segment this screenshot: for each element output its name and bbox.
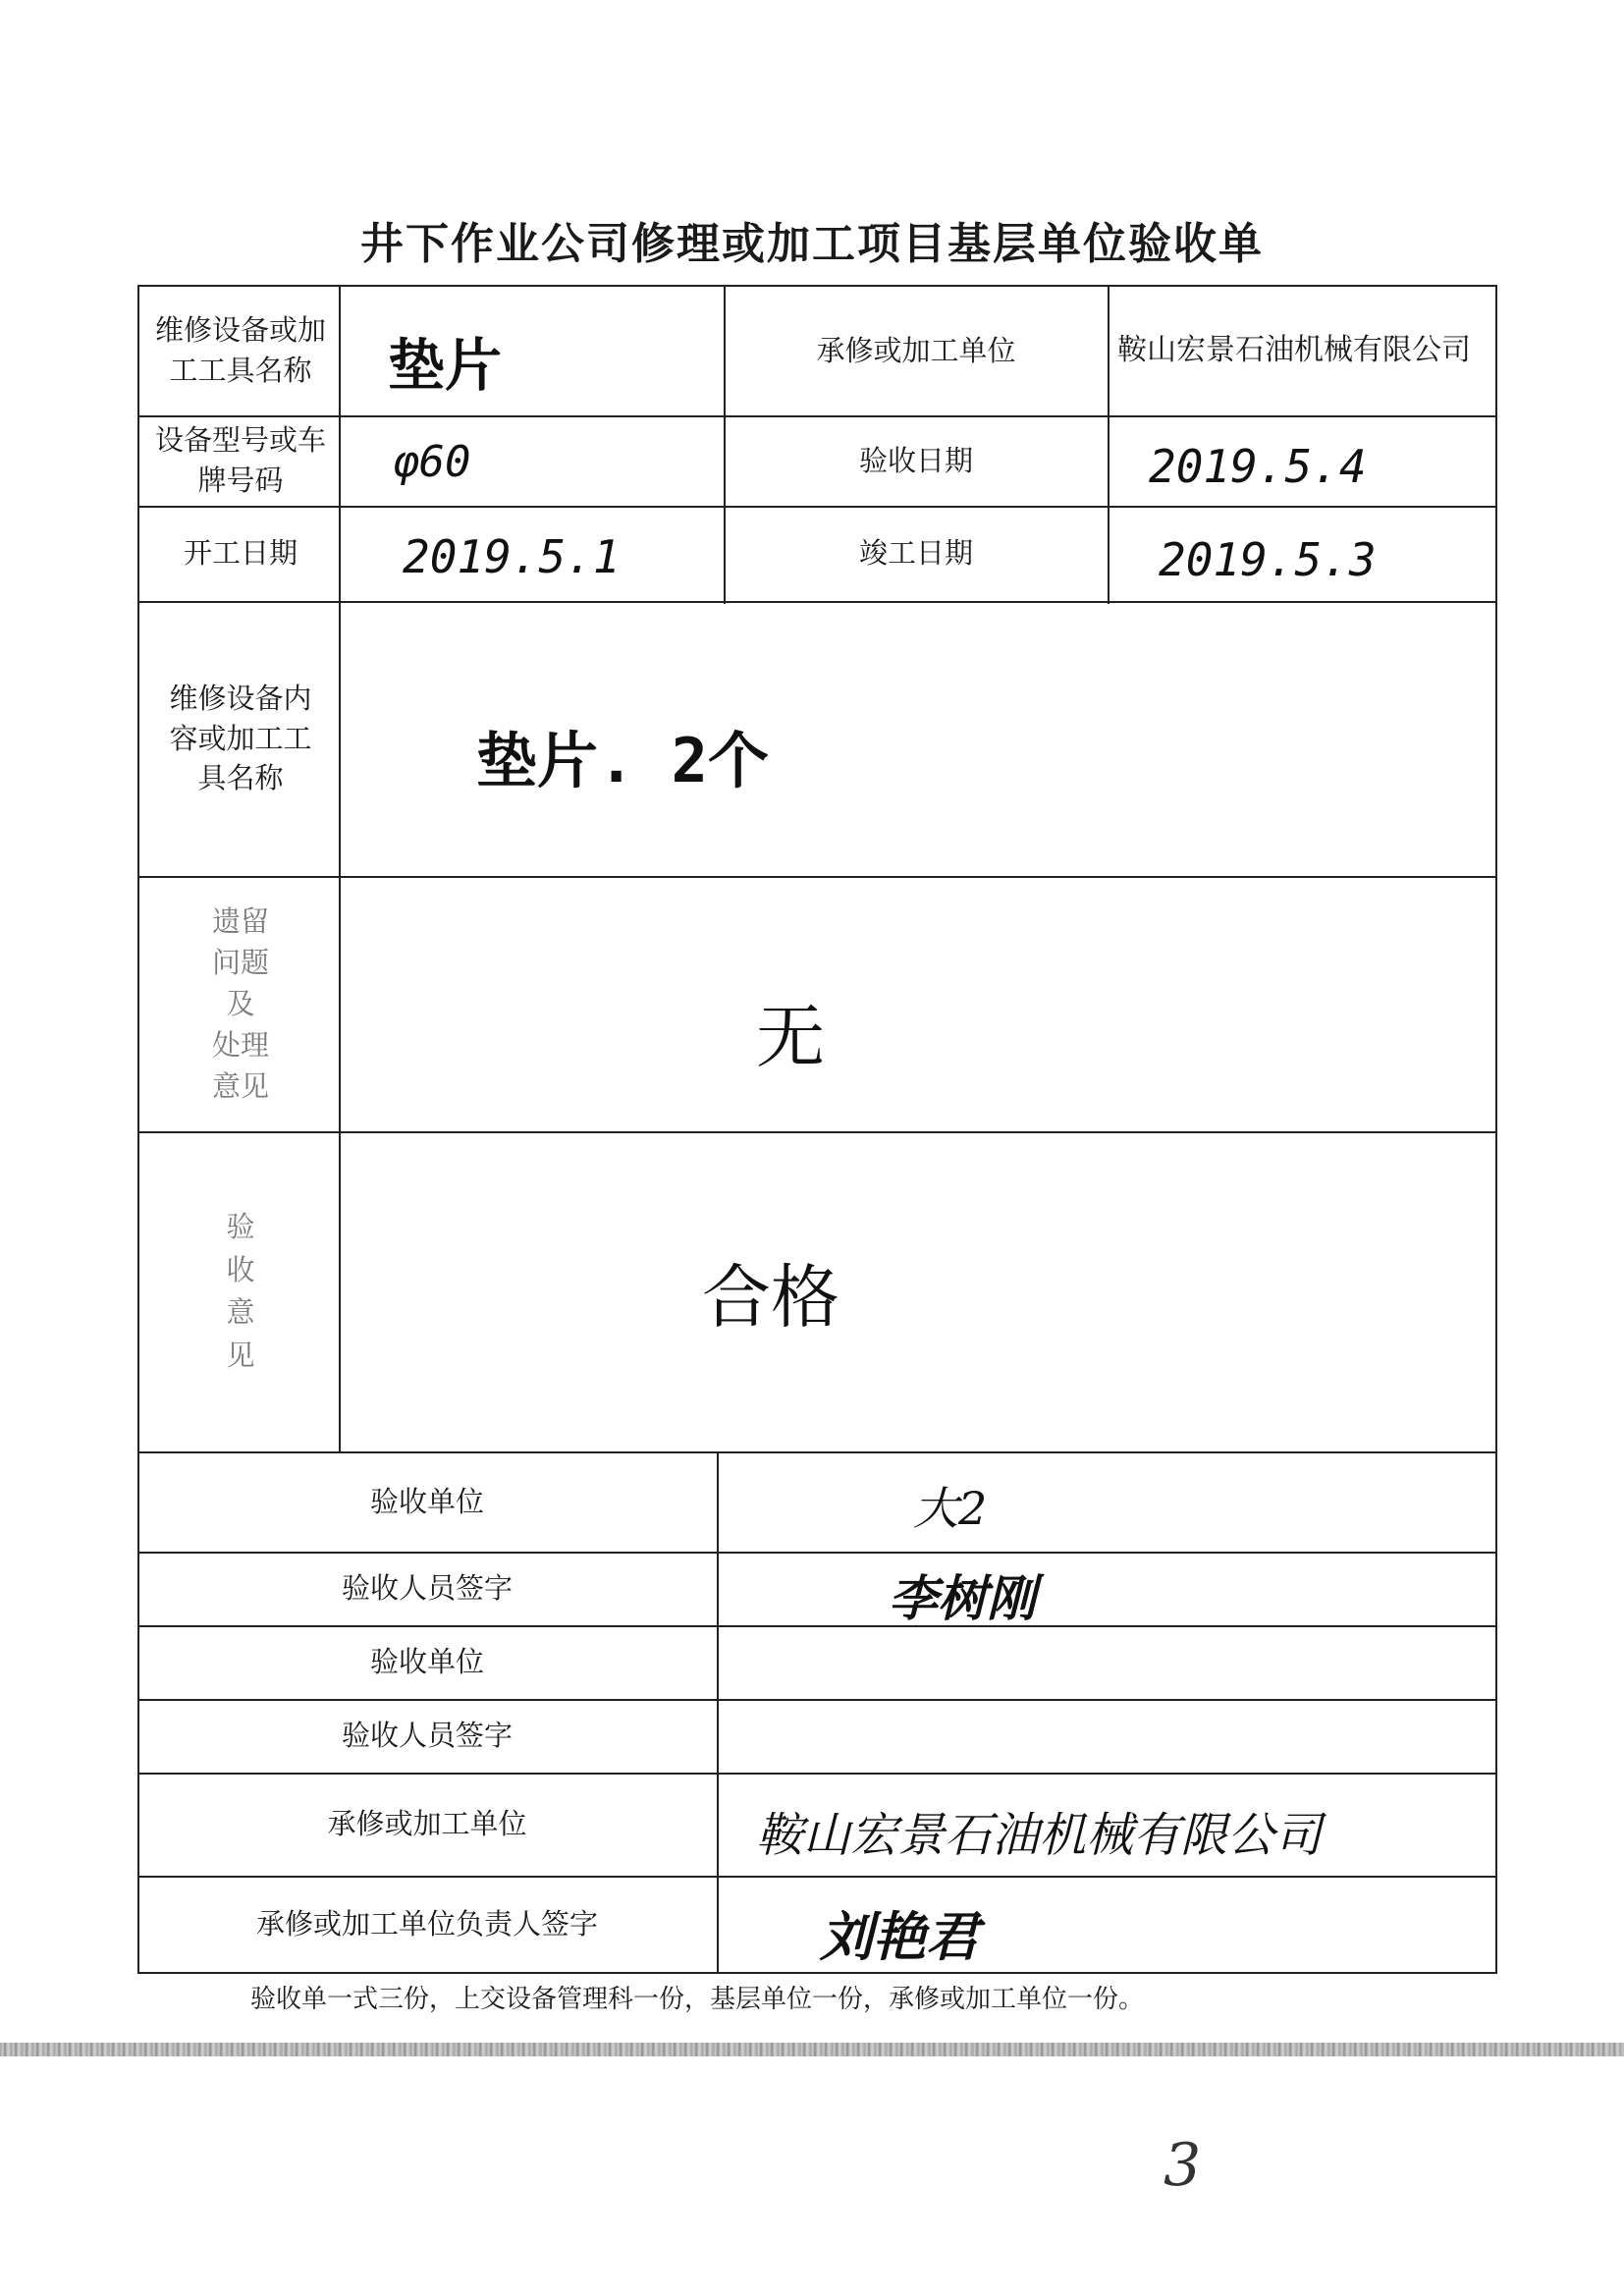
bottom-value-1: 大2 bbox=[913, 1482, 988, 1535]
start-date-label: 开工日期 bbox=[183, 536, 298, 571]
remaining-issues-label-2: 问题 bbox=[211, 945, 269, 979]
remaining-issues-label-3: 及 bbox=[226, 986, 255, 1020]
footer-note: 验收单一式三份，上交设备管理科一份，基层单位一份，承修或加工单位一份。 bbox=[250, 1985, 1145, 2014]
bottom-value-5: 鞍山宏景石油机械有限公司 bbox=[756, 1808, 1323, 1863]
acceptance-opinion-value: 合格 bbox=[702, 1257, 839, 1338]
contractor-label: 承修或加工单位 bbox=[816, 333, 1016, 367]
completion-date-value: 2019.5.3 bbox=[1159, 533, 1377, 586]
remaining-issues-label-1: 遗留 bbox=[211, 903, 269, 938]
equipment-name-value: 垫片 bbox=[388, 332, 503, 399]
contractor-value: 鞍山宏景石油机械有限公司 bbox=[1117, 333, 1471, 367]
acceptance-date-value: 2019.5.4 bbox=[1149, 440, 1367, 493]
content-label-line-1: 维修设备内 bbox=[169, 682, 312, 716]
bottom-value-2: 李树刚 bbox=[889, 1569, 1036, 1627]
bottom-label-4: 验收人员签字 bbox=[341, 1719, 513, 1753]
content-label-line-3: 具名称 bbox=[197, 761, 284, 795]
equipment-name-label: 维修设备或加工工具名称 bbox=[154, 313, 326, 387]
content-label bbox=[147, 603, 334, 874]
form-title: 井下作业公司修理或加工项目基层单位验收单 bbox=[360, 219, 1264, 269]
acceptance-opinion-label bbox=[147, 1133, 334, 1449]
scan-edge-noise bbox=[0, 2043, 1624, 2056]
bottom-label-1: 验收单位 bbox=[369, 1484, 484, 1518]
content-label-line-2: 容或加工工 bbox=[169, 721, 312, 755]
remaining-issues-label bbox=[147, 878, 334, 1129]
remaining-issues-label-4: 处理 bbox=[211, 1028, 269, 1063]
model-label: 设备型号或车牌号码 bbox=[154, 423, 326, 497]
start-date-value: 2019.5.1 bbox=[403, 530, 621, 583]
bottom-value-3 bbox=[719, 1627, 1494, 1697]
bottom-label-5: 承修或加工单位 bbox=[327, 1807, 527, 1841]
acceptance-opinion-label-1: 验 bbox=[226, 1210, 255, 1243]
acceptance-opinion-label-2: 收 bbox=[226, 1252, 255, 1286]
acceptance-opinion-label-3: 意 bbox=[226, 1295, 255, 1329]
bottom-label-6: 承修或加工单位负责人签字 bbox=[255, 1906, 598, 1941]
model-value: φ60 bbox=[393, 437, 471, 487]
bottom-value-6: 刘艳君 bbox=[820, 1905, 979, 1968]
acceptance-opinion-label-4: 见 bbox=[226, 1338, 255, 1372]
remaining-issues-value: 无 bbox=[756, 997, 825, 1077]
bottom-value-4 bbox=[719, 1701, 1494, 1771]
content-value: 垫片. 2个 bbox=[476, 725, 769, 796]
completion-date-label: 竣工日期 bbox=[858, 536, 973, 571]
bottom-label-2: 验收人员签字 bbox=[341, 1571, 513, 1606]
remaining-issues-label-5: 意见 bbox=[211, 1069, 269, 1104]
page-number: 3 bbox=[1164, 2131, 1202, 2200]
acceptance-date-label: 验收日期 bbox=[858, 443, 973, 477]
bottom-label-3: 验收单位 bbox=[369, 1645, 484, 1679]
